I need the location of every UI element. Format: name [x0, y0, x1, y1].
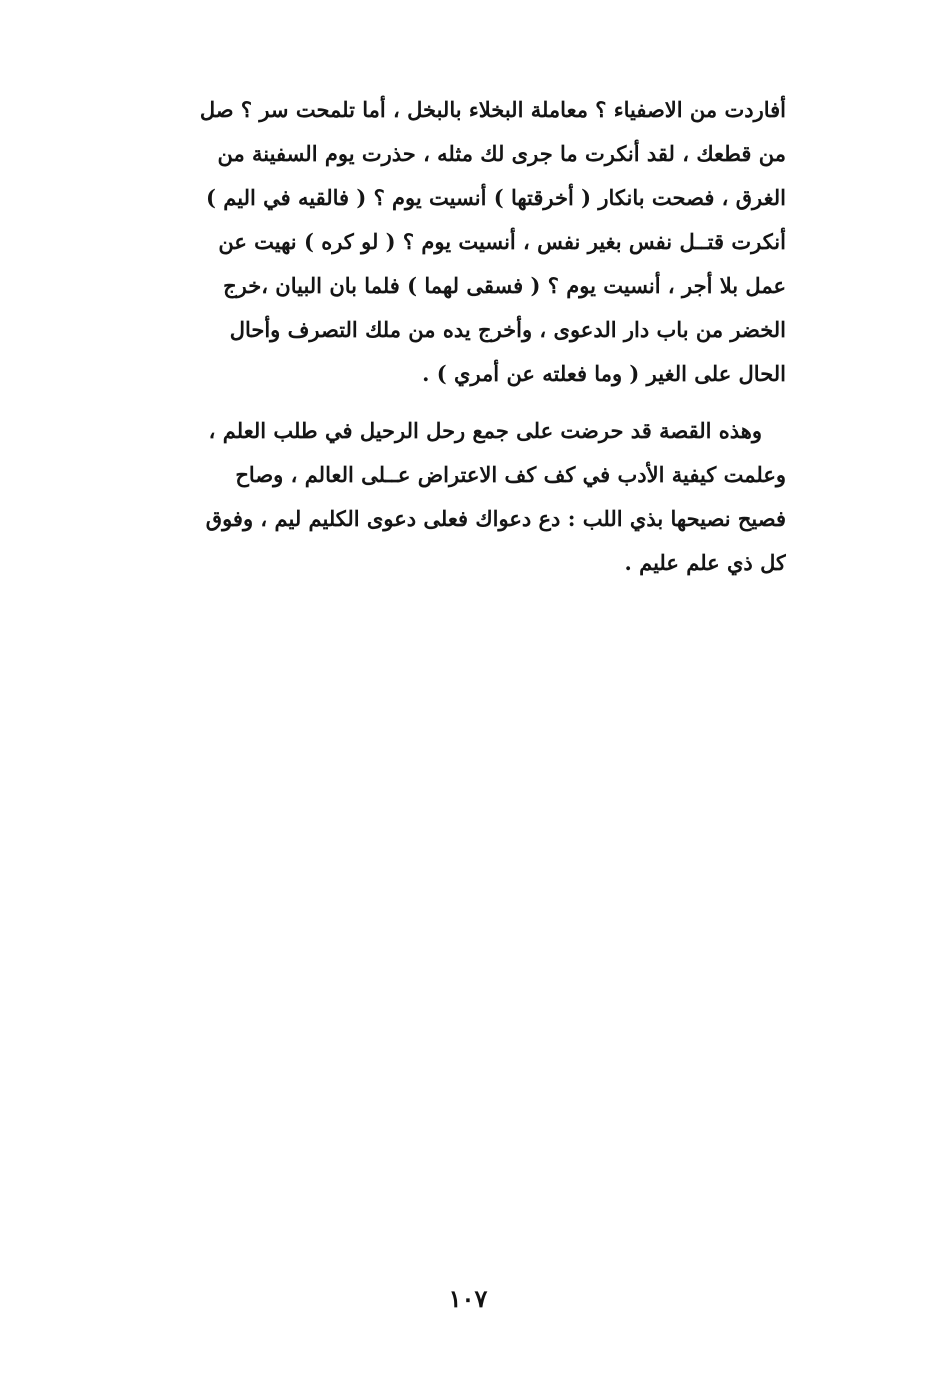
text-line: وعلمت كيفية الأدب في كف كف الاعتراض عــلى العالم ، وصاح [235, 462, 786, 487]
text-line: من قطعك ، لقد أنكرت ما جرى لك مثله ، حذرت يوم السفينة من [217, 141, 786, 166]
text-line: وهذه القصة قد حرضت على جمع رحل الرحيل في طلب العلم ، [208, 418, 762, 443]
paragraph-2 [146, 409, 786, 585]
text-line: فصيح نصيحها بذي اللب : دع دعواك فعلى دعوى الكليم ليم ، وفوق [205, 506, 786, 531]
text-line: كل ذي علم عليم . [624, 550, 786, 575]
text-line: الحال على الغير ( وما فعلته عن أمري ) . [422, 361, 786, 386]
paragraph-spacer [146, 396, 786, 409]
text-line: الغرق ، فصحت بانكار ( أخرقتها ) أنسيت يوم ؟ ( فالقيه في اليم ) [206, 185, 786, 210]
text-line: الخضر من باب دار الدعوى ، وأخرج يده من ملك التصرف وأحال [229, 317, 786, 342]
text-line: أفاردت من الاصفياء ؟ معاملة البخلاء بالبخل ، أما تلمحت سر ؟ صل [199, 97, 786, 122]
paragraph-1 [146, 88, 786, 396]
text-line: أنكرت قتــل نفس بغير نفس ، أنسيت يوم ؟ ( لو كره ) نهيت عن [218, 229, 786, 254]
body-text [146, 88, 786, 585]
page-number: ١٠٧ [448, 1284, 488, 1313]
text-line: عمل بلا أجر ، أنسيت يوم ؟ ( فسقى لهما ) فلما بان البيان ،خرج [223, 273, 786, 298]
